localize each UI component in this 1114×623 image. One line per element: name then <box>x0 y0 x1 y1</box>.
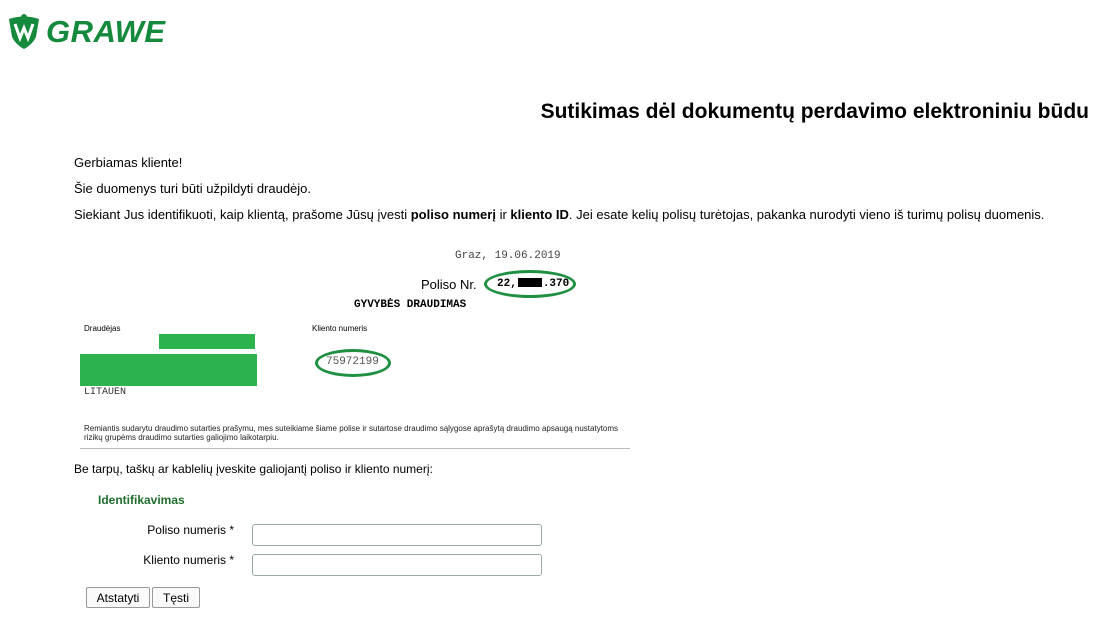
page-title: Sutikimas dėl dokumentų perdavimo elektroniniu būdu <box>540 100 1089 123</box>
instruction-text-1: Siekiant Jus identifikuoti, kaip klientą, prašome Jūsų įvesti <box>74 207 411 222</box>
note: Šie duomenys turi būti užpildyti draudėjo. <box>74 181 312 196</box>
sample-product: GYVYBĖS DRAUDIMAS <box>354 299 467 311</box>
greeting: Gerbiamas kliente! <box>74 155 183 170</box>
section-title: Identifikavimas <box>98 493 185 507</box>
instruction-text-2: ir <box>495 207 511 222</box>
client-number-input[interactable] <box>252 554 542 576</box>
insurer-label: Draudėjas <box>84 324 121 333</box>
brand-name: GRAWE <box>46 13 166 49</box>
redaction-mask <box>518 278 542 287</box>
instruction-bold-client: kliento ID <box>510 207 569 222</box>
instruction <box>74 207 1044 222</box>
instruction-text-3: . Jei esate kelių polisų turėtojas, pakanka nurodyti vieno iš turimų polisų duomenis. <box>568 207 1045 222</box>
sample-polis-number <box>497 278 569 290</box>
grawe-logo <box>6 10 166 52</box>
sample-country: LITAUEN <box>84 387 127 398</box>
grawe-shield-icon <box>6 11 42 51</box>
polis-suffix: .370 <box>542 278 570 290</box>
continue-button[interactable]: Tęsti <box>152 587 200 608</box>
reset-button[interactable]: Atstatyti <box>86 587 150 608</box>
sample-date: Graz, 19.06.2019 <box>455 250 561 262</box>
client-number-field-label: Kliento numeris * <box>143 553 234 567</box>
policy-number-label: Poliso numeris * <box>147 523 234 537</box>
redacted-name-block <box>159 334 255 349</box>
sample-polis-label: Poliso Nr. <box>421 277 477 292</box>
policy-number-input[interactable] <box>252 524 542 546</box>
instruction-bold-policy: poliso numerį <box>410 207 496 222</box>
sample-client-number: 75972199 <box>326 356 379 368</box>
polis-prefix: 22, <box>497 278 517 290</box>
legal-text: Remiantis sudarytu draudimo sutarties prašymu, mes suteikiame šiame polise ir sutartose draudimo sąlygose aprašytą draudimo apsaugą nustatytoms rizikų grupėms draudimo sutarties galiojimo laikotarpiu. <box>84 424 619 442</box>
client-number-label: Kliento numeris <box>312 324 368 333</box>
divider <box>80 448 630 449</box>
form-hint: Be tarpų, taškų ar kablelių įveskite galiojantį poliso ir kliento numerį: <box>74 462 433 476</box>
redacted-address-block <box>80 354 257 386</box>
